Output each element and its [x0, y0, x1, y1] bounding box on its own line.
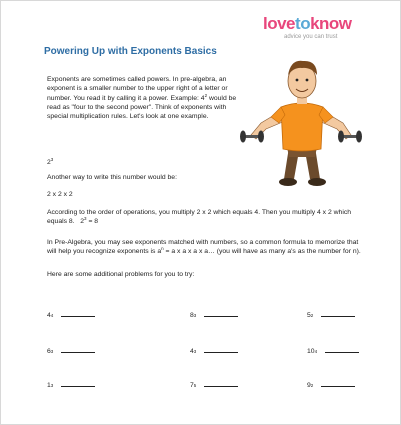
problem-item: 8 3 — [190, 310, 238, 319]
logo-love-text: love — [263, 14, 296, 33]
right-eye — [306, 79, 309, 82]
answer-blank[interactable] — [204, 346, 238, 353]
problem-base: 4 — [190, 348, 194, 355]
problem-base: 4 — [47, 312, 51, 319]
problem-item: 5 2 — [307, 310, 355, 319]
problem-base: 9 — [307, 382, 311, 389]
problem-item: 4 4 — [47, 310, 95, 319]
order-paragraph — [47, 208, 367, 227]
logo-know-text: know — [310, 14, 352, 33]
problem-item: 4 3 — [190, 346, 238, 355]
left-dumbbell-bar — [244, 135, 260, 138]
formula-text-b: = a x a x a x a… (you will have as many a's as the number for n). — [163, 248, 361, 256]
answer-blank[interactable] — [61, 380, 95, 387]
example-base: 2 — [47, 159, 51, 166]
order-eq-rest: = 8 — [86, 218, 99, 226]
right-dumbbell-weight-a — [338, 131, 344, 143]
formula-sup: n — [161, 246, 164, 252]
answer-blank[interactable] — [204, 310, 238, 317]
problem-base: 8 — [190, 312, 194, 319]
formula-paragraph — [47, 238, 367, 257]
example-exponent: 3 — [50, 157, 54, 162]
problem-base: 7 — [190, 382, 194, 389]
logo-tagline: advice you can trust — [284, 34, 338, 40]
answer-blank[interactable] — [325, 346, 359, 353]
lovetoknow-logo[interactable] — [263, 15, 395, 40]
logo-to-text: to — [295, 14, 311, 33]
problem-item: 7 5 — [190, 380, 238, 389]
answer-blank[interactable] — [321, 380, 355, 387]
problem-item: 1 3 — [47, 380, 95, 389]
intro-text-b: would be read as "four to the second power". Think of exponents with special multiplication rules. Let's look at one example. — [47, 94, 237, 121]
problem-base: 10 — [307, 348, 315, 355]
problems-intro: Here are some additional problems for you to try: — [47, 271, 195, 278]
order-eq-base: 2 — [80, 218, 85, 226]
order-eq-exp: 3 — [84, 216, 87, 222]
problem-base: 1 — [47, 382, 51, 389]
intro-paragraph — [47, 75, 247, 121]
problem-item: 9 2 — [307, 380, 355, 389]
left-dumbbell-weight-a — [240, 131, 246, 143]
logo-wordmark — [263, 15, 395, 33]
right-shoe — [308, 178, 326, 186]
page-title: Powering Up with Exponents Basics — [44, 46, 217, 57]
answer-blank[interactable] — [61, 310, 95, 317]
weightlifter-illustration — [231, 51, 371, 191]
another-way-text: Another way to write this number would be: — [47, 174, 177, 181]
intro-sup: 2 — [204, 92, 208, 98]
order-text: According to the order of operations, you multiply 2 x 2 which equals 4. Then you multiply 4 x 2 which equals 8. — [47, 209, 352, 226]
left-eye — [296, 79, 299, 82]
answer-blank[interactable] — [321, 310, 355, 317]
problem-item: 10 4 — [307, 346, 359, 355]
left-dumbbell-weight-b — [258, 131, 264, 143]
left-shoe — [279, 178, 297, 186]
orange-shirt — [281, 103, 323, 151]
formula-text-a: In Pre-Algebra, you may see exponents matched with numbers, so a common formula to memorize that will help you recognize exponents is a — [47, 239, 359, 256]
problem-base: 5 — [307, 312, 311, 319]
answer-blank[interactable] — [61, 346, 95, 353]
right-dumbbell-weight-b — [356, 131, 362, 143]
problem-item: 6 3 — [47, 346, 95, 355]
intro-text-a: Exponents are sometimes called powers. In pre-algebra, an exponent is a smaller number to the upper right of a letter or number. You read it by calling it a power. Example: 4 — [47, 76, 228, 102]
answer-blank[interactable] — [204, 380, 238, 387]
example-expression — [47, 158, 53, 167]
right-dumbbell-bar — [342, 135, 358, 138]
expanded-expression: 2 x 2 x 2 — [47, 191, 73, 198]
problem-base: 6 — [47, 348, 51, 355]
